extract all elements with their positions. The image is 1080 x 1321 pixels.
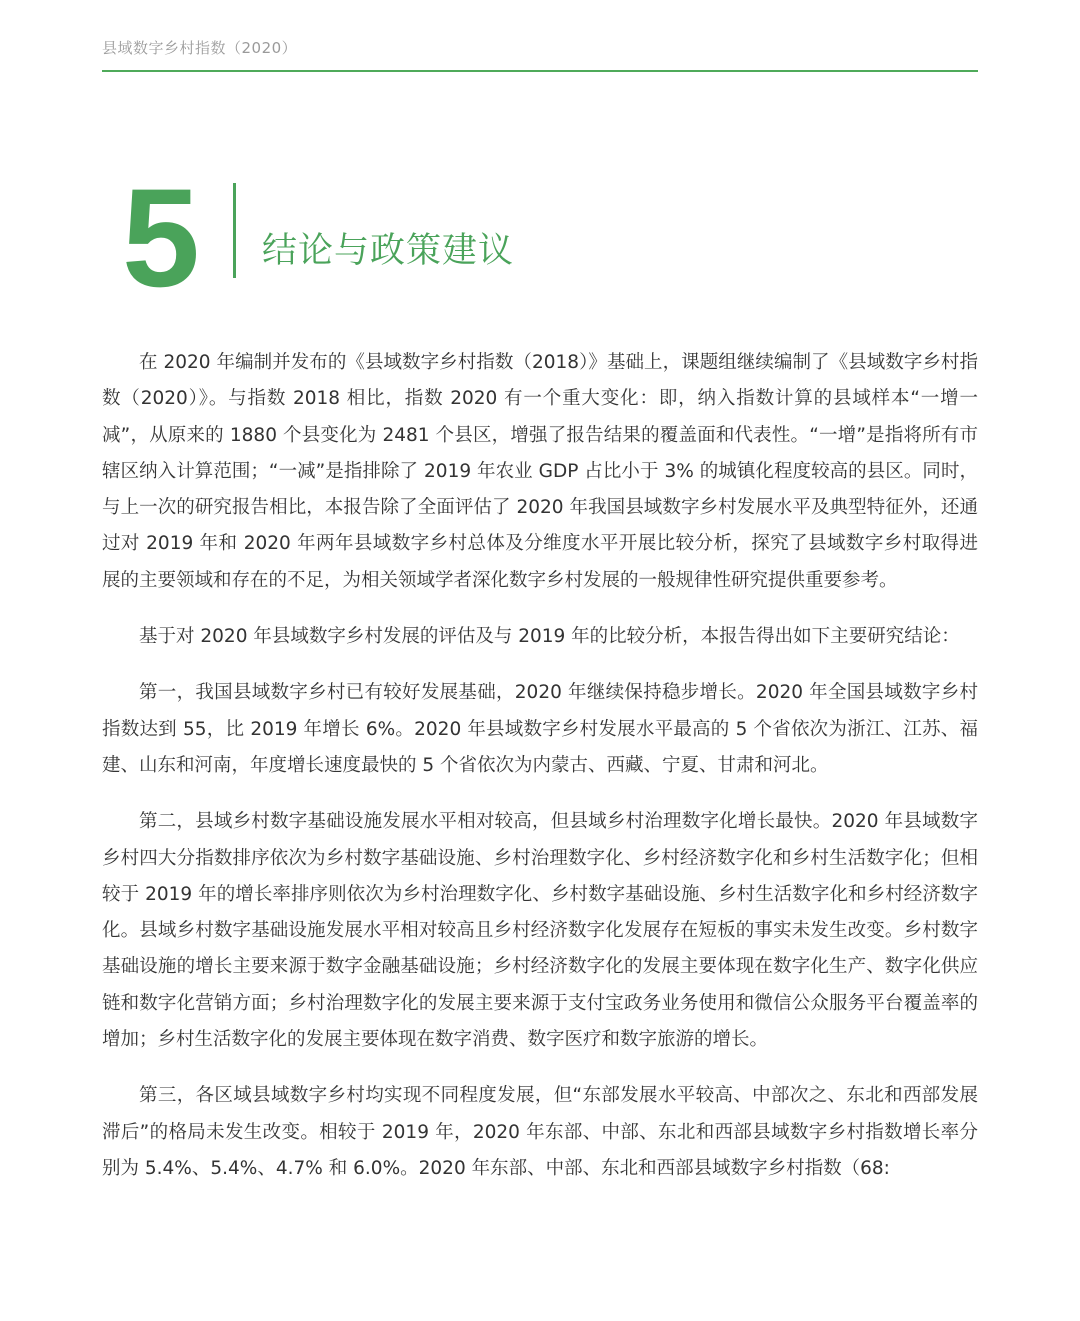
chapter-divider [233, 183, 236, 278]
paragraph-third-finding: 第三，各区域县域数字乡村均实现不同程度发展，但“东部发展水平较高、中部次之、东北和西部发展滞后”的格局未发生改变。相较于 2019 年，2020 年东部、中部、东北和西部县域数字乡村指数增长率分别为 5.4%、5.4%、4.7% 和 6.0%。2020 年东部、中部、东北和西部县域数字乡村指数（68: [102, 1085, 978, 1179]
paragraph-conclusion-lead: 基于对 2020 年县域数字乡村发展的评估及与 2019 年的比较分析，本报告得出如下主要研究结论： [139, 626, 960, 648]
body-text [102, 345, 978, 1207]
chapter-title: 结论与政策建议 [262, 231, 515, 271]
paragraph-second-finding: 第二，县域乡村数字基础设施发展水平相对较高，但县域乡村治理数字化增长最快。2020 年县域数字乡村四大分指数排序依次为乡村数字基础设施、乡村治理数字化、乡村经济数字化和乡村生活数字化；但相较于 2019 年的增长率排序则依次为乡村治理数字化、乡村数字基础设施、乡村生活数字化和乡村经济数字化。县域乡村数字基础设施发展水平相对较高且乡村经济数字化发展存在短板的事实未发生改变。乡村数字基础设施的增长主要来源于数字金融基础设施；乡村经济数字化的发展主要体现在数字化生产、数字化供应链和数字化营销方面；乡村治理数字化的发展主要来源于支付宝政务业务使用和微信公众服务平台覆盖率的增加；乡村生活数字化的发展主要体现在数字消费、数字医疗和数字旅游的增长。 [102, 811, 978, 1051]
header-rule [102, 70, 978, 72]
paragraph-first-finding: 第一，我国县域数字乡村已有较好发展基础，2020 年继续保持稳步增长。2020 年全国县域数字乡村指数达到 55，比 2019 年增长 6%。2020 年县域数字乡村发展水平最高的 5 个省依次为浙江、江苏、福建、山东和河南，年度增长速度最快的 5 个省依次为内蒙古、西藏、宁夏、甘肃和河北。 [102, 682, 978, 776]
running-header: 县域数字乡村指数（2020） [102, 39, 298, 57]
chapter-number: 5 [122, 159, 200, 316]
paragraph-intro: 在 2020 年编制并发布的《县域数字乡村指数（2018）》基础上，课题组继续编制了《县域数字乡村指数（2020）》。与指数 2018 相比，指数 2020 有一个重大变化：即，纳入指数计算的县域样本“一增一减”，从原来的 1880 个县变化为 2481 个县区，增强了报告结果的覆盖面和代表性。“一增”是指将所有市辖区纳入计算范围；“一减”是指排除了 2019 年农业 GDP 占比小于 3% 的城镇化程度较高的县区。同时，与上一次的研究报告相比，本报告除了全面评估了 2020 年我国县域数字乡村发展水平及典型特征外，还通过对 2019 年和 2020 年两年县域数字乡村总体及分维度水平开展比较分析，探究了县域数字乡村取得进展的主要领域和存在的不足，为相关领域学者深化数字乡村发展的一般规律性研究提供重要参考。 [102, 352, 978, 591]
